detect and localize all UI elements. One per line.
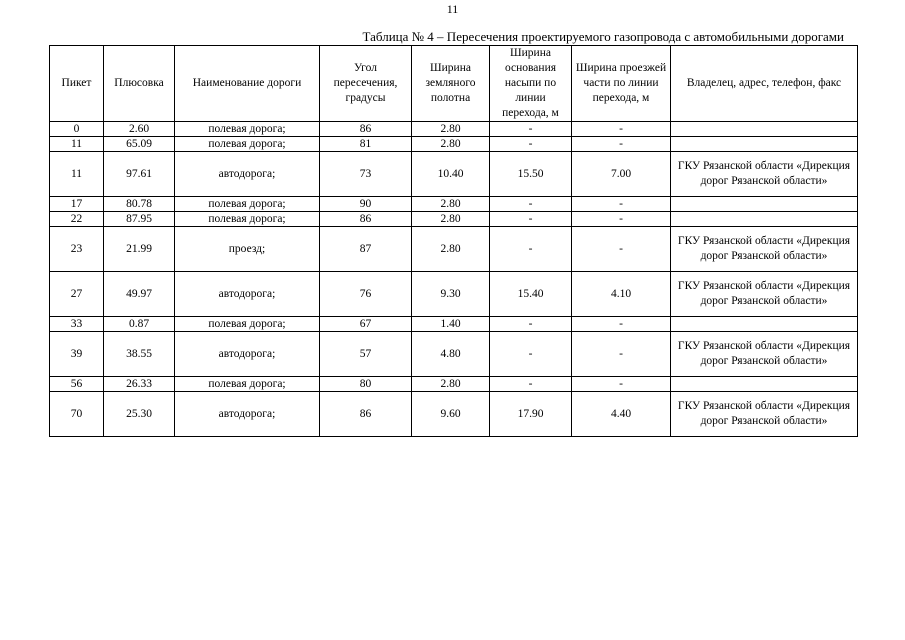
owner-cell — [671, 317, 858, 332]
plus-cell: 26.33 — [104, 377, 175, 392]
angle-cell: 67 — [320, 317, 412, 332]
owner-cell — [671, 212, 858, 227]
angle-cell: 86 — [320, 122, 412, 137]
table-row — [50, 212, 858, 227]
road-name-cell: полевая дорога; — [175, 317, 320, 332]
bed-width-cell: 9.60 — [412, 392, 490, 437]
plus-cell: 25.30 — [104, 392, 175, 437]
angle-cell: 57 — [320, 332, 412, 377]
header-cell: Владелец, адрес, телефон, факс — [671, 46, 858, 122]
header-cell: Пикет — [50, 46, 104, 122]
road-name-cell: автодорога; — [175, 332, 320, 377]
base-width-cell: - — [490, 332, 572, 377]
base-width-cell: - — [490, 377, 572, 392]
carriage-width-cell: - — [572, 122, 671, 137]
plus-cell: 0.87 — [104, 317, 175, 332]
table-row — [50, 377, 858, 392]
table-row — [50, 392, 858, 437]
bed-width-cell: 1.40 — [412, 317, 490, 332]
header-cell: Наименование дороги — [175, 46, 320, 122]
plus-cell: 2.60 — [104, 122, 175, 137]
angle-cell: 81 — [320, 137, 412, 152]
plus-cell: 97.61 — [104, 152, 175, 197]
owner-cell: ГКУ Рязанской области «Дирекция дорог Рязанской области» — [671, 227, 858, 272]
base-width-cell: 17.90 — [490, 392, 572, 437]
carriage-width-cell: - — [572, 332, 671, 377]
angle-cell: 86 — [320, 392, 412, 437]
carriage-width-cell: - — [572, 197, 671, 212]
base-width-cell: 15.40 — [490, 272, 572, 317]
base-width-cell: - — [490, 122, 572, 137]
carriage-width-cell: 4.40 — [572, 392, 671, 437]
base-width-cell: 15.50 — [490, 152, 572, 197]
table-row — [50, 332, 858, 377]
carriage-width-cell: - — [572, 377, 671, 392]
owner-cell — [671, 137, 858, 152]
bed-width-cell: 4.80 — [412, 332, 490, 377]
road-name-cell: полевая дорога; — [175, 212, 320, 227]
owner-cell: ГКУ Рязанской области «Дирекция дорог Рязанской области» — [671, 272, 858, 317]
plus-cell: 38.55 — [104, 332, 175, 377]
table-body — [50, 122, 858, 437]
bed-width-cell: 2.80 — [412, 212, 490, 227]
plus-cell: 87.95 — [104, 212, 175, 227]
road-name-cell: полевая дорога; — [175, 137, 320, 152]
header-cell: Ширина земляного полотна — [412, 46, 490, 122]
bed-width-cell: 2.80 — [412, 227, 490, 272]
table-row — [50, 227, 858, 272]
picket-cell: 0 — [50, 122, 104, 137]
road-name-cell: полевая дорога; — [175, 377, 320, 392]
table-row — [50, 272, 858, 317]
bed-width-cell: 2.80 — [412, 122, 490, 137]
angle-cell: 87 — [320, 227, 412, 272]
bed-width-cell: 9.30 — [412, 272, 490, 317]
table-title: Таблица № 4 – Пересечения проектируемого газопровода с автомобильными дорогами — [362, 29, 844, 44]
carriage-width-cell: - — [572, 227, 671, 272]
owner-cell — [671, 377, 858, 392]
bed-width-cell: 10.40 — [412, 152, 490, 197]
plus-cell: 21.99 — [104, 227, 175, 272]
angle-cell: 86 — [320, 212, 412, 227]
owner-cell — [671, 197, 858, 212]
road-name-cell: полевая дорога; — [175, 122, 320, 137]
picket-cell: 56 — [50, 377, 104, 392]
carriage-width-cell: - — [572, 137, 671, 152]
table-row — [50, 317, 858, 332]
header-row — [50, 46, 858, 122]
road-name-cell: проезд; — [175, 227, 320, 272]
header-cell: Плюсовка — [104, 46, 175, 122]
bed-width-cell: 2.80 — [412, 137, 490, 152]
base-width-cell: - — [490, 197, 572, 212]
picket-cell: 23 — [50, 227, 104, 272]
base-width-cell: - — [490, 212, 572, 227]
carriage-width-cell: - — [572, 212, 671, 227]
header-cell: Ширина основания насыпи по линии перехода, м — [490, 46, 572, 122]
carriage-width-cell: 7.00 — [572, 152, 671, 197]
header-cell: Ширина проезжей части по линии перехода, м — [572, 46, 671, 122]
header-cell: Угол пересечения, градусы — [320, 46, 412, 122]
plus-cell: 49.97 — [104, 272, 175, 317]
table-row — [50, 152, 858, 197]
road-name-cell: автодорога; — [175, 272, 320, 317]
angle-cell: 76 — [320, 272, 412, 317]
bed-width-cell: 2.80 — [412, 197, 490, 212]
owner-cell — [671, 122, 858, 137]
table-row — [50, 122, 858, 137]
base-width-cell: - — [490, 317, 572, 332]
angle-cell: 90 — [320, 197, 412, 212]
plus-cell: 80.78 — [104, 197, 175, 212]
plus-cell: 65.09 — [104, 137, 175, 152]
base-width-cell: - — [490, 137, 572, 152]
picket-cell: 70 — [50, 392, 104, 437]
picket-cell: 27 — [50, 272, 104, 317]
picket-cell: 11 — [50, 137, 104, 152]
picket-cell: 22 — [50, 212, 104, 227]
page-number: 11 — [446, 2, 459, 16]
table-row — [50, 137, 858, 152]
base-width-cell: - — [490, 227, 572, 272]
picket-cell: 11 — [50, 152, 104, 197]
owner-cell: ГКУ Рязанской области «Дирекция дорог Рязанской области» — [671, 152, 858, 197]
picket-cell: 39 — [50, 332, 104, 377]
road-name-cell: полевая дорога; — [175, 197, 320, 212]
table-row — [50, 197, 858, 212]
angle-cell: 80 — [320, 377, 412, 392]
carriage-width-cell: - — [572, 317, 671, 332]
angle-cell: 73 — [320, 152, 412, 197]
road-crossings-table — [49, 45, 858, 437]
bed-width-cell: 2.80 — [412, 377, 490, 392]
owner-cell: ГКУ Рязанской области «Дирекция дорог Рязанской области» — [671, 332, 858, 377]
owner-cell: ГКУ Рязанской области «Дирекция дорог Рязанской области» — [671, 392, 858, 437]
road-name-cell: автодорога; — [175, 152, 320, 197]
picket-cell: 33 — [50, 317, 104, 332]
road-name-cell: автодорога; — [175, 392, 320, 437]
carriage-width-cell: 4.10 — [572, 272, 671, 317]
picket-cell: 17 — [50, 197, 104, 212]
